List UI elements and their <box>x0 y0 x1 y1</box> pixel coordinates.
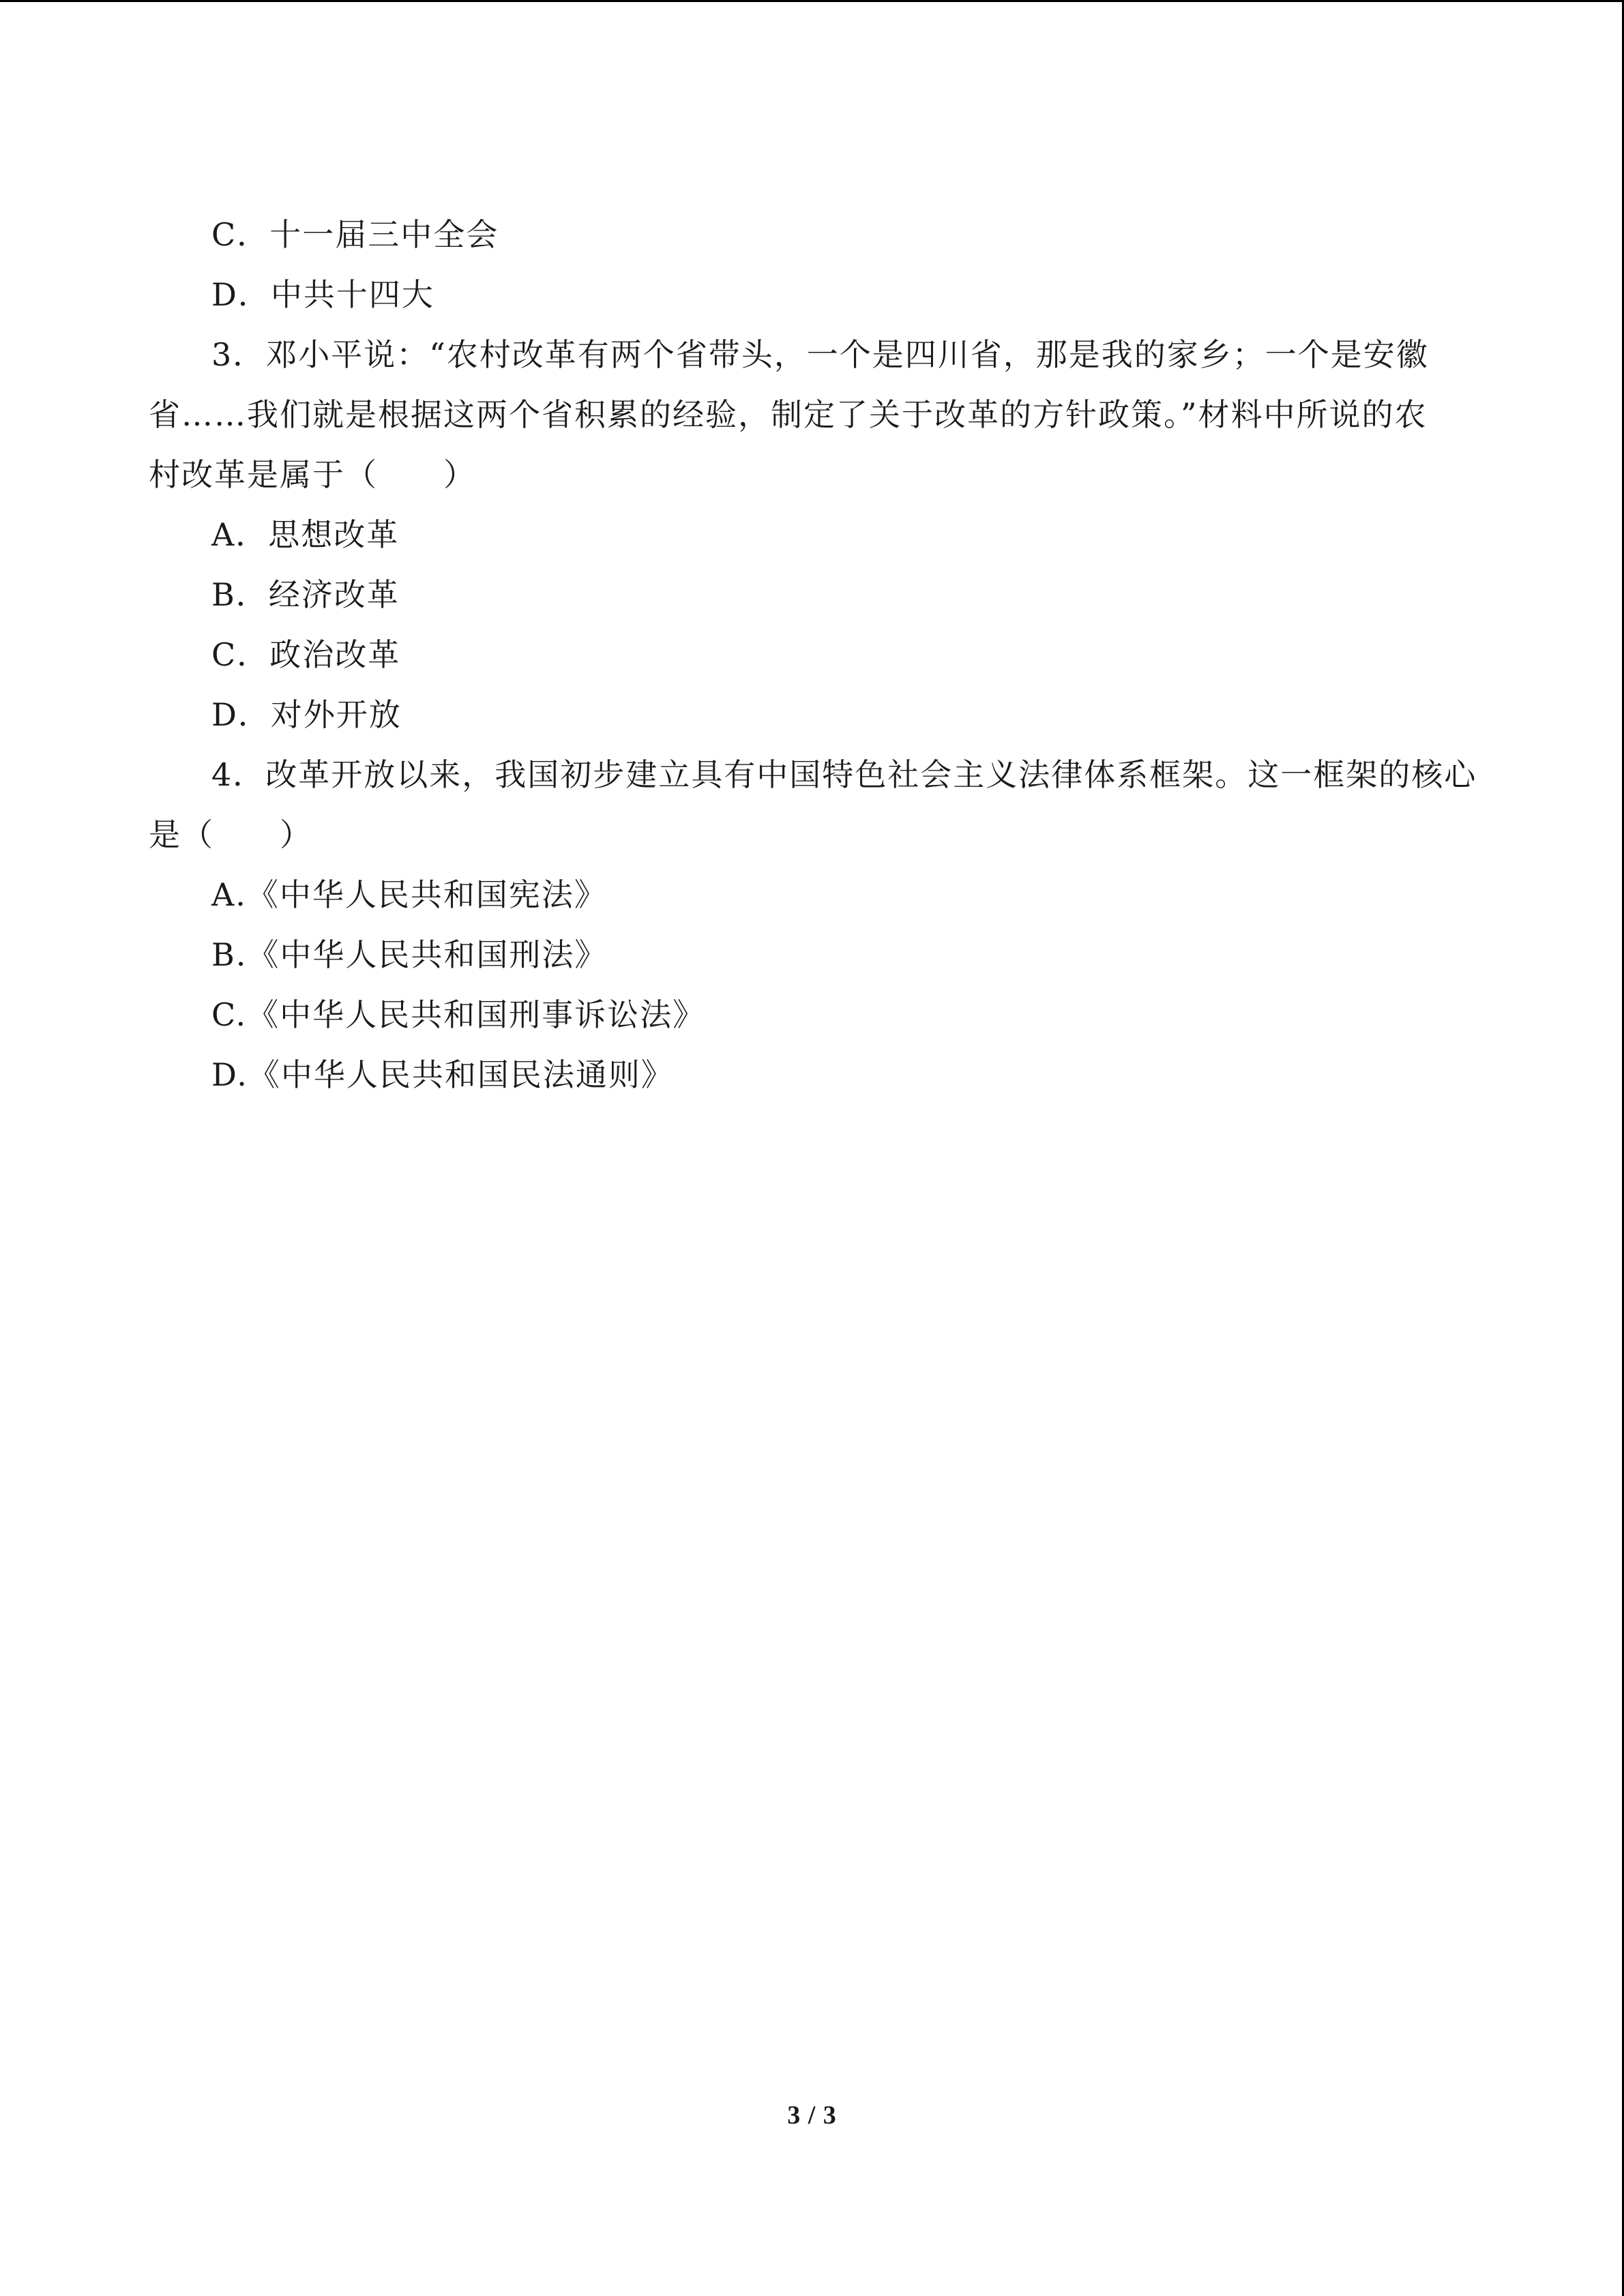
page-border-top <box>0 0 1624 2</box>
q4-option-b: B.《中华人民共和国刑法》 <box>211 936 608 973</box>
q3-option-c: C．政治改革 <box>211 636 401 673</box>
q3-option-a: A．思想改革 <box>211 516 400 553</box>
q4-option-c: C.《中华人民共和国刑事诉讼法》 <box>211 996 706 1033</box>
q4-option-d: D.《中华人民共和国民法通则》 <box>211 1056 674 1093</box>
q3-stem-line: 村改革是属于（ ） <box>149 456 476 493</box>
q2-option-d: D．中共十四大 <box>211 276 434 313</box>
document-content <box>149 205 1479 1105</box>
question-4 <box>149 745 1479 1105</box>
q3-stem-line: 3．邓小平说：“农村改革有两个省带头，一个是四川省，那是我的家乡；一个是安徽 <box>211 336 1429 373</box>
page-number: 3 / 3 <box>787 2101 837 2130</box>
question-3 <box>149 325 1479 745</box>
q4-option-a: A.《中华人民共和国宪法》 <box>211 876 607 913</box>
q3-stem-line: 省……我们就是根据这两个省积累的经验，制定了关于改革的方针政策。”材料中所说的农 <box>149 396 1428 433</box>
q3-option-d: D．对外开放 <box>211 696 402 733</box>
q3-option-b: B．经济改革 <box>211 576 400 613</box>
q4-stem-line: 4．改革开放以来，我国初步建立具有中国特色社会主义法律体系框架。这一框架的核心 <box>211 756 1477 793</box>
q2-option-c: C．十一届三中全会 <box>211 216 499 253</box>
q4-stem-line: 是（ ） <box>149 816 312 853</box>
